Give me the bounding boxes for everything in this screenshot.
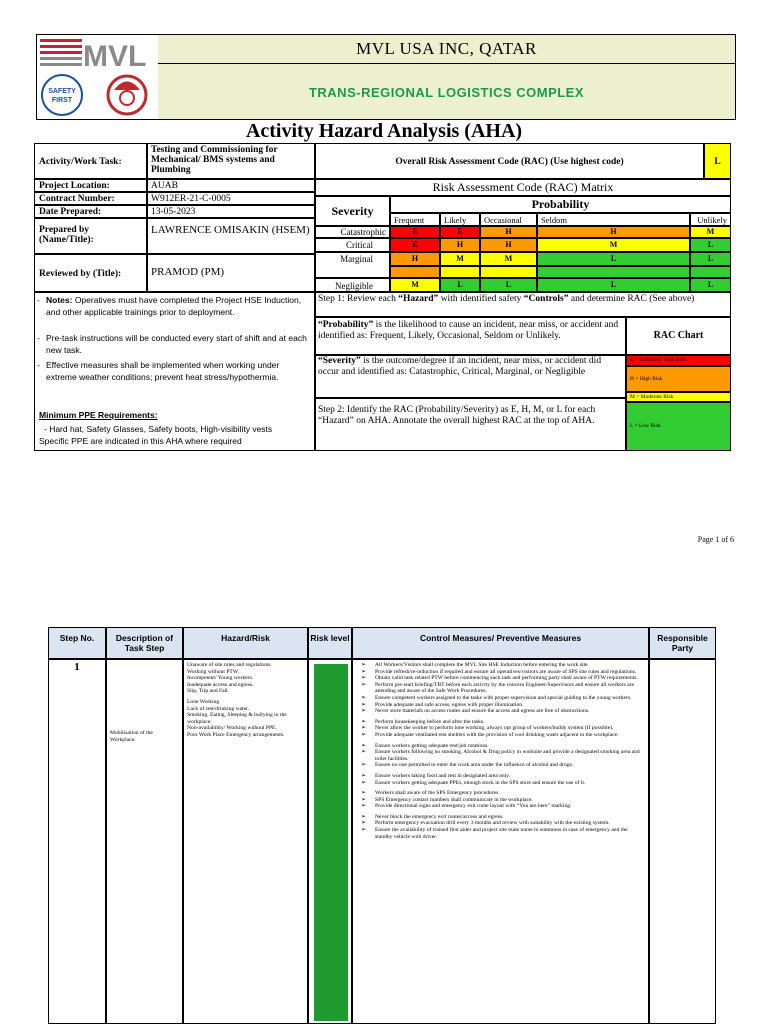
prepared-value: LAWRENCE OMISAKIN (HSEM) [147, 218, 315, 254]
rac-cell: M [390, 278, 440, 292]
overall-rac-value: L [704, 143, 731, 179]
contract-value: W912ER-21-C-0005 [147, 192, 315, 205]
rac-cell: E [390, 226, 440, 238]
rac-cell: L [537, 278, 690, 292]
rac-cell: L [690, 252, 731, 266]
location-label: Project Location: [34, 179, 147, 192]
control-item: ➢ Obtain valid task related PTW before commencing each task and performing party shall aware of PTW requirements. [361, 675, 644, 682]
control-item: ➢ Workers shall aware of the SPS Emergency procedures. [361, 790, 644, 797]
rac-blank-cell [480, 266, 537, 278]
sev-row-critical: Critical [315, 238, 390, 252]
contract-label: Contract Number: [34, 192, 147, 205]
control-item: ➢ Provide adequate ventilated rest shelters with the provision of cool drinking water adjacent to the workplace. [361, 732, 644, 739]
control-item: ➢ SPS Emergency contact numbers shall communicate in the workplace. [361, 797, 644, 804]
task-value: Testing and Commissioning for Mechanical/ BMS systems and Plumbing [147, 143, 315, 179]
control-item: ➢ Never store materials on access routes and ensure the access and egress are free of obstructions. [361, 708, 644, 715]
control-item: ➢ All Workers/Visitors shall complete the MVL Site HSE Induction before entering the work site. [361, 662, 644, 669]
note-text: Pre-task instructions will be conducted every start of shift and at each new task. [46, 333, 307, 355]
control-item: ➢ Perform emergency evacuation drill every 3 months and review with suitability with the existing system. [361, 820, 644, 827]
col-header-controls: Control Measures/ Preventive Measures [352, 627, 649, 659]
safety-badge-line2: FIRST [51, 97, 73, 104]
sev-row-negligible: Negligible [315, 278, 390, 292]
rac-cell: L [690, 238, 731, 252]
step-number: 1 [48, 659, 106, 1024]
severity-header: Severity [315, 196, 390, 226]
header-title-block [158, 35, 735, 119]
control-item: ➢ Provide adequate and safe access, egress with proper illumination. [361, 702, 644, 709]
company-logo [37, 35, 159, 119]
rac-cell: E [440, 226, 480, 238]
note-item: - Pre-task instructions will be conducted every start of shift and at each new task. [37, 333, 307, 355]
control-item: ➢ Ensure the availability of trained first aider and project site male nurse to summons in case of emergency and the standby vehicle with driver. [361, 827, 644, 840]
reviewed-label: Reviewed by (Title): [34, 254, 147, 292]
control-item: ➢ Provide directional signs and emergency exit route layout with “You are here” marking. [361, 803, 644, 810]
hazard-item: Slip, Trip and Fall. [187, 688, 230, 695]
mvl-logo-graphic [37, 35, 158, 119]
hazard-item: Non-availability/ Working without PPE. [187, 725, 277, 732]
hazard-item: Working without PTW. [187, 668, 240, 675]
rac-blank-cell [390, 266, 440, 278]
sev-row-marginal: Marginal [315, 252, 390, 278]
control-item: ➢ Ensure no one permitted to enter the work area under the influence of alcohol and drugs. [361, 762, 644, 769]
rac-cell: L [440, 278, 480, 292]
notes-label: Notes: [46, 295, 73, 305]
note-text: Effective measures shall be implemented when working under extreme weather conditions; prevent heat stress/hypothermia. [46, 360, 280, 382]
document-title: Activity Hazard Analysis (AHA) [245, 120, 523, 142]
rac-cell: H [480, 238, 537, 252]
rac-cell: M [440, 252, 480, 266]
rac-blank-cell [690, 266, 731, 278]
control-item: ➢ Never block the emergency exit routes/access and egress. [361, 814, 644, 821]
probability-definition: “Probability” is the likelihood to cause an incident, near miss, or accident and identified as: Frequent, Likely, Occasional, Seldom or Unlikely. [318, 320, 619, 341]
rac-cell: E [390, 238, 440, 252]
note-item: - Notes: Operatives must have completed the Project HSE Induction, and other applicable trainings prior to deployment. [37, 295, 302, 317]
reviewed-value: PRAMOD (PM) [147, 254, 315, 292]
control-item: ➢ Never allow the worker to perform lone working, always opt group of workers/buddy system (If possible). [361, 725, 644, 732]
prob-col-likely: Likely [440, 213, 480, 226]
rac-cell: H [480, 226, 537, 238]
prob-col-occasional: Occasional [480, 213, 537, 226]
col-header-hazard: Hazard/Risk [183, 627, 308, 659]
prob-col-unlikely: Unlikely [690, 213, 731, 226]
overall-rac-label: Overall Risk Assessment Code (RAC) (Use highest code) [315, 143, 704, 179]
rac-cell: L [537, 252, 690, 266]
rac-chart-low: L = Low Risk [626, 402, 731, 451]
task-label: Activity/Work Task: [34, 143, 147, 179]
rac-chart-extreme: E = Extremely High Risk [626, 355, 731, 366]
sev-row-catastrophic: Catastrophic [315, 226, 390, 238]
logo-text: MVL [83, 40, 147, 73]
date-label: Date Prepared: [34, 205, 147, 218]
prob-col-seldom: Seldom [537, 213, 690, 226]
prob-col-frequent: Frequent [390, 213, 440, 226]
document-header [36, 34, 736, 120]
header-divider [158, 63, 735, 64]
rac-chart-high: H = High Risk [626, 366, 731, 392]
rac-cell: L [690, 278, 731, 292]
rac-chart-moderate: M = Moderate Risk [626, 392, 731, 402]
rac-cell: M [537, 238, 690, 252]
responsible-party-cell [649, 659, 716, 1024]
control-item: ➢ Ensure workers getting adequate rest/job rotations. [361, 743, 644, 750]
ppe-title: Minimum PPE Requirements: [39, 410, 158, 420]
control-item: ➢ Provide refresh/re-induction if required and ensure all operatives/visitors are aware of SPS site rules and regulations. [361, 669, 644, 676]
company-name: MVL USA INC, QATAR [356, 39, 537, 58]
rac-cell: M [690, 226, 731, 238]
col-header-step-no: Step No. [48, 627, 106, 659]
rac-cell: H [537, 226, 690, 238]
hazard-item: Incompetent/ Young workers. [187, 675, 254, 682]
risk-level-indicator [314, 664, 348, 1021]
note-text: Operatives must have completed the Project HSE Induction, and other applicable trainings prior to deployment. [46, 295, 302, 317]
task-description: Mobilisation of the Workplace. [106, 659, 183, 1024]
control-item: ➢ Ensure competent workers assigned to the tasks with proper supervision and special guiding to the young workers. [361, 695, 644, 702]
hazard-item: Lack of rest/drinking water. [187, 705, 250, 712]
rac-cell: M [480, 252, 537, 266]
col-header-responsible: Responsible Party [649, 627, 716, 659]
rac-cell: H [390, 252, 440, 266]
rac-blank-cell [440, 266, 480, 278]
note-item: - Effective measures shall be implemented when working under extreme weather conditions; prevent heat stress/hypothermia. [37, 360, 280, 382]
safety-badge-line1: SAFETY [48, 88, 76, 95]
page-number: Page 1 of 6 [697, 535, 734, 544]
hazard-item: Unaware of site rules and regulations. [187, 662, 272, 668]
hazard-list [183, 659, 308, 1024]
project-name: TRANS-REGIONAL LOGISTICS COMPLEX [308, 85, 585, 100]
control-item: ➢ Perform pre-start briefing/TBT before each activity by the concern Engineer/Supervisors and ensure all workers are attending and aware of the Safe Work Procedures. [361, 682, 644, 695]
ppe-line: Specific PPE are indicated in this AHA where required [39, 436, 242, 446]
rac-cell: L [480, 278, 537, 292]
date-value: 13-05-2023 [147, 205, 315, 218]
step1-text: Step 1: Review each “Hazard” with identified safety “Controls” and determine RAC (See above) [318, 294, 695, 304]
hazard-item: Smoking, Eating, Sleeping & bullying in the workplace. [187, 712, 287, 725]
hazard-item: Inadequate access and egress. [187, 681, 254, 688]
matrix-title: Risk Assessment Code (RAC) Matrix [315, 179, 731, 196]
col-header-risk-level: Risk level [308, 627, 352, 659]
ppe-line: - Hard hat, Safety Glasses, Safety boots, High-visibility vests [44, 424, 273, 434]
hazard-item: Poor Work Place Emergency arrangements. [187, 731, 285, 738]
step2-text: Step 2: Identify the RAC (Probability/Severity) as E, H, M, or L for each “Hazard” on AHA. Annotate the overall highest RAC at the top of AHA. [318, 405, 596, 426]
control-measures-list [352, 659, 649, 1024]
probability-header: Probability [390, 196, 731, 213]
control-item: ➢ Perform housekeeping before and after the tasks. [361, 719, 644, 726]
col-header-task: Description of Task Step [106, 627, 183, 659]
prepared-label: Prepared by (Name/Title): [34, 218, 147, 254]
control-item: ➢ Ensure workers following no smoking, Alcohol & Drug policy in worksite and provide a designated smoking area and toilet facilities. [361, 749, 644, 762]
location-value: AUAB [147, 179, 315, 192]
risk-level-cell [308, 659, 352, 1024]
control-item: ➢ Ensure workers getting adequate PPEs, enough stock in the SPS store and ensure the use of it. [361, 780, 644, 787]
severity-definition: “Severity” is the outcome/degree if an incident, near miss, or accident did occur and identified as: Catastrophic, Critical, Marginal, or Negligible [318, 356, 602, 377]
control-item: ➢ Ensure workers taking food and rest in designated area only. [361, 773, 644, 780]
rac-chart-title: RAC Chart [626, 317, 731, 355]
hazard-item: Lone Working. [187, 698, 221, 705]
rac-blank-cell [537, 266, 690, 278]
rac-cell: H [440, 238, 480, 252]
